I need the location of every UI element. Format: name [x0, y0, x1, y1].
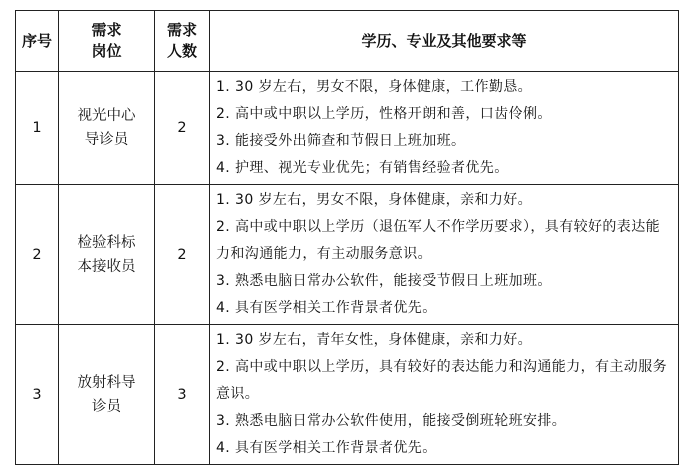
- requirement-item: 1. 30 岁左右，男女不限，身体健康，亲和力好。: [216, 192, 533, 208]
- requirement-item: 3. 能接受外出筛查和节假日上班加班。: [216, 133, 466, 149]
- row-seq: 1: [16, 72, 59, 185]
- recruitment-table-container: [15, 10, 678, 465]
- table-body: [16, 72, 679, 465]
- row-position: [59, 185, 155, 325]
- table-row: [16, 325, 679, 465]
- row-requirements: [210, 185, 679, 325]
- row-requirements: [210, 72, 679, 185]
- requirement-item: 1. 30 岁左右，男女不限，身体健康，工作勤恳。: [216, 79, 533, 95]
- requirement-item: 1. 30 岁左右，青年女性，身体健康，亲和力好。: [216, 332, 533, 348]
- row-count: 2: [155, 185, 210, 325]
- header-requirements: 学历、专业及其他要求等: [210, 11, 679, 72]
- header-position: 需求岗位: [59, 11, 155, 72]
- header-count: 需求人数: [155, 11, 210, 72]
- row-seq: 2: [16, 185, 59, 325]
- position-name: 视光中心导诊员: [77, 108, 136, 148]
- recruitment-table: [15, 10, 679, 465]
- header-seq: 序号: [16, 11, 59, 72]
- row-count: 2: [155, 72, 210, 185]
- requirement-item: 2. 高中或中职以上学历，性格开朗和善，口齿伶俐。: [216, 106, 552, 122]
- requirement-item: 4. 具有医学相关工作背景者优先。: [216, 440, 437, 456]
- header-row: [16, 11, 679, 72]
- table-row: [16, 72, 679, 185]
- requirement-item: 2. 高中或中职以上学历（退伍军人不作学历要求），具有较好的表达能力和沟通能力，有主动服务意识。: [216, 219, 661, 262]
- table-row: [16, 185, 679, 325]
- row-count: 3: [155, 325, 210, 465]
- position-name: 检验科标本接收员: [77, 234, 136, 275]
- row-position: [59, 325, 155, 465]
- row-position: [59, 72, 155, 185]
- row-requirements: [210, 325, 679, 465]
- position-name: 放射科导诊员: [77, 374, 136, 415]
- requirement-item: 2. 高中或中职以上学历，具有较好的表达能力和沟通能力，有主动服务意识。: [216, 359, 668, 402]
- row-seq: 3: [16, 325, 59, 465]
- table-header: [16, 11, 679, 72]
- requirement-item: 3. 熟悉电脑日常办公软件，能接受节假日上班加班。: [216, 273, 552, 289]
- requirement-item: 4. 护理、视光专业优先；有销售经验者优先。: [216, 160, 509, 176]
- requirement-item: 3. 熟悉电脑日常办公软件使用，能接受倒班轮班安排。: [216, 413, 567, 429]
- requirement-item: 4. 具有医学相关工作背景者优先。: [216, 300, 437, 316]
